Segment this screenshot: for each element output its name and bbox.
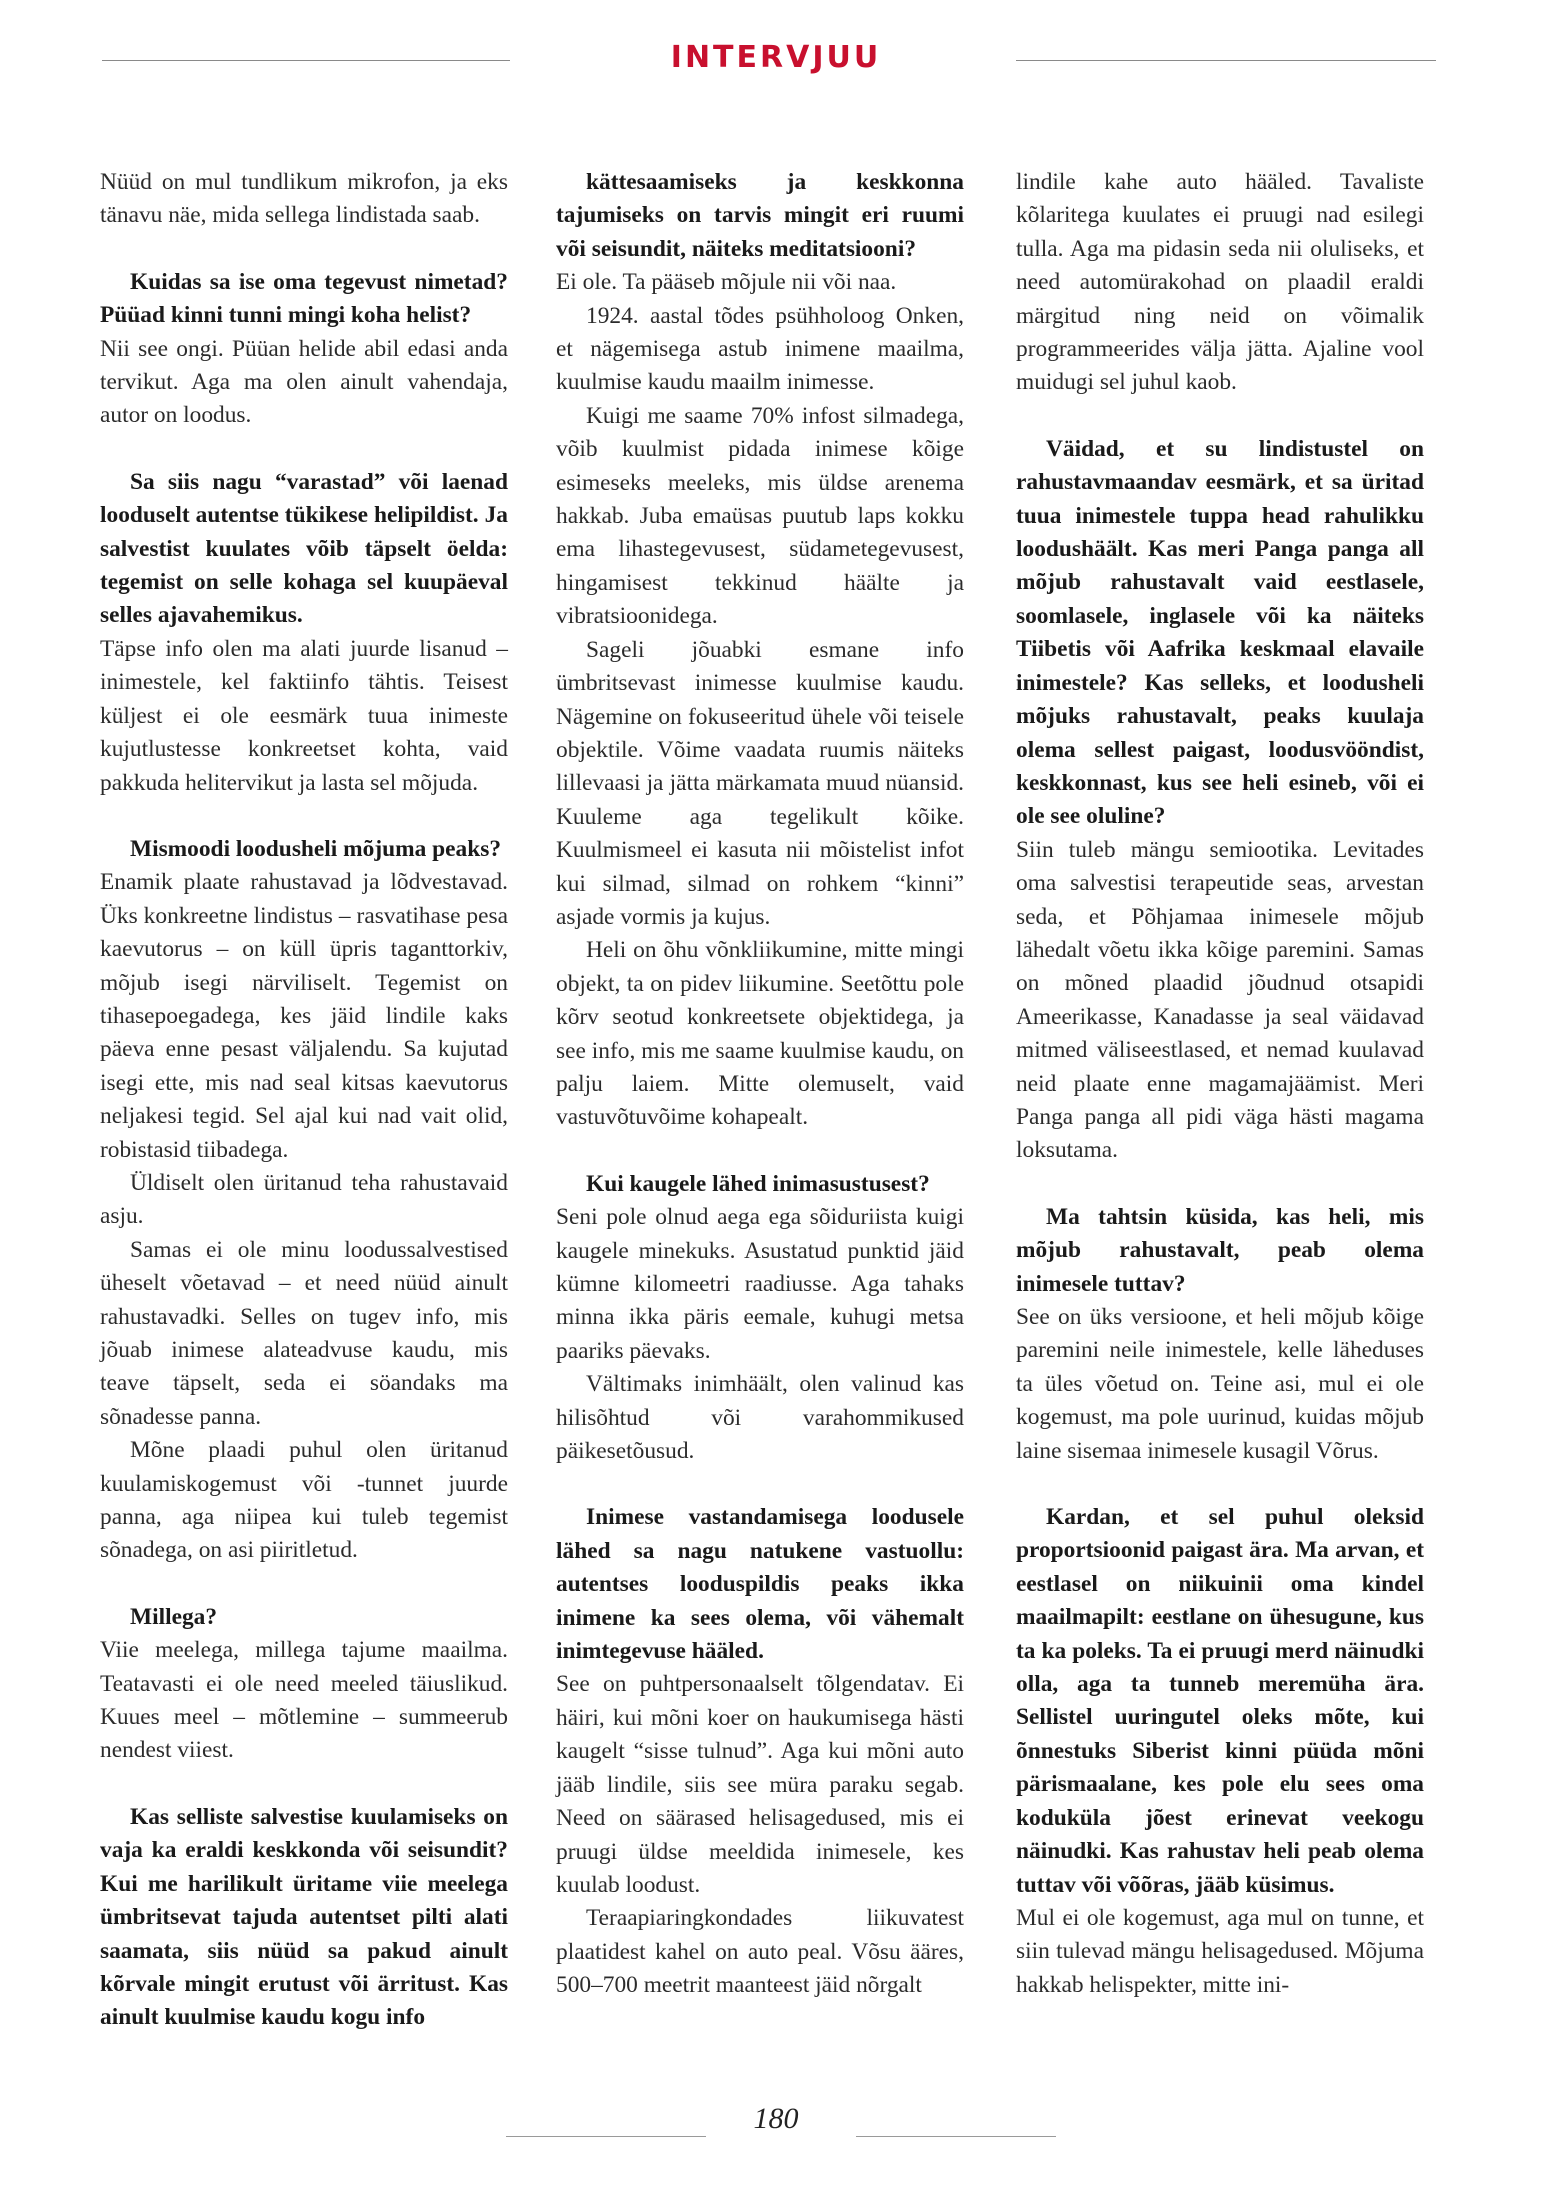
interview-question: Kui kaugele lähed inimasustusest? (586, 1170, 930, 1197)
footer-rule-right (856, 2136, 1056, 2137)
interview-question: Väidad, et su lindistustel on rahustavmaandav eesmärk, et sa üritad tuua inimestele tuppa head rahulikku loodushäält. Kas meri Panga panga all mõjub rahustavalt vaid eestlasele, soomlasele, inglasele või ka näiteks Tiibetis või Aafrika keskmaal elavaile inimestele? Kas selleks, et loodusheli mõjuks rahustavalt, peaks kuulaja olema sellest paigast, loodusvööndist, keskkonnast, kus see heli esineb, või ei ole see oluline? (1016, 435, 1424, 830)
header-rule-right (1016, 60, 1436, 61)
interview-question: Sa siis nagu “varastad” või laenad looduselt autentse tükikese helipildist. Ja salvestist kuulates võib täpselt öelda: tegemist on selle kohaga sel kuupäeval selles ajavahemikus. (100, 468, 508, 629)
answer-paragraph: Sageli jõuabki esmane info ümbritsevast inimesse kuulmise kaudu. Nägemine on fokuseeritud ühele või teisele objektile. Võime vaadata ruumis näiteks lillevaasi ja jätta märkamata muud nüansid. Kuuleme aga tegelikult kõike. Kuulmismeel ei kasuta nii mõistelist infot kui silmad, silmad on rohkem “kinni” asjade vormis ja kujus. (556, 636, 964, 930)
interview-question: kättesaamiseks ja keskkonna tajumiseks on tarvis mingit eri ruumi või seisundit, näiteks meditatsiooni? (556, 169, 964, 262)
interview-question: Kas selliste salvestise kuulamiseks on vaja ka eraldi keskkonda või seisundit? Kui me harilikult üritame viie meelega ümbritsevat tajuda autentset pilti alati saamata, siis nüüd sa pakud ainult kõrvale mingit erutust või ärritust. Kas ainult kuulmise kaudu kogu info (100, 1803, 508, 2031)
answer-paragraph: Nüüd on mul tundlikum mikrofon, ja eks tänavu näe, mida sellega lindistada saab. (100, 169, 508, 229)
interview-question: Mismoodi loodusheli mõjuma peaks? (130, 835, 502, 862)
interview-question: Kuidas sa ise oma tegevust nimetad? Püüad kinni tunni mingi koha helist? (100, 268, 508, 329)
answer-paragraph: Samas ei ole minu loodussalvestised üheselt võetavad – et need nüüd ainult rahustavadki. Selles on tugev info, mis jõuab inimese alateadvuse kaudu, mis teave täpselt, seda ei söandaks ma sõnadesse panna. (100, 1236, 508, 1430)
answer-paragraph: lindile kahe auto hääled. Tavaliste kõlaritega kuulates ei pruugi nad esilegi tulla. Aga ma pidasin seda nii oluliseks, et need automürakohad on plaadil eraldi märgitud ning neid on võimalik programmeerides välja jätta. Ajaline vool muidugi sel juhul kaob. (1016, 169, 1424, 396)
answer-paragraph: See on üks versioone, et heli mõjub kõige paremini neile inimestele, kelle läheduses ta üles võetud on. Teine asi, mul ei ole kogemust, ma pole uurinud, kuidas mõjub laine sisemaa inimesele kusagil Võrus. (1016, 1304, 1424, 1464)
answer-paragraph: Mõne plaadi puhul olen üritanud kuulamiskogemust või -tunnet juurde panna, aga niipea kui tuleb tegemist sõnadega, on asi piiritletud. (100, 1437, 508, 1564)
answer-paragraph: Täpse info olen ma alati juurde lisanud – inimestele, kel faktiinfo tähtis. Teisest küljest ei ole eesmärk tuua inimeste kujutlustesse konkreetset kohta, vaid pakkuda helitervikut ja lasta sel mõjuda. (100, 635, 508, 796)
answer-paragraph: Enamik plaate rahustavad ja lõdvestavad. Üks konkreetne lindistus – rasvatihase pesa kaevutorus – on küll üpris taganttorkiv, mõjub isegi närviliselt. Tegemist on tihasepoegadega, kes jäid lindile kaks päeva enne pesast väljalendu. Sa kujutad isegi ette, mis nad seal kitsas kaevutorus neljakesi tegid. Sel ajal kui nad vait olid, robistasid tiibadega. (100, 869, 508, 1163)
answer-paragraph: Seni pole olnud aega ega sõiduriista kuigi kaugele minekuks. Asustatud punktid jäid kümne kilomeetri raadiusse. Aga tahaks minna ikka päris eemale, kuhugi metsa paariks päevaks. (556, 1204, 964, 1364)
interview-question: Kardan, et sel puhul oleksid proportsioonid paigast ära. Ma arvan, et eestlasel on niikuinii oma kindel maailmapilt: eestlane on ühesugune, kus ta ka poleks. Ta ei pruugi merd näinudki olla, aga ta tunneb meremüha ära. Sellistel uuringutel oleks mõte, kui õnnestuks Siberist kinni püüda mõni pärismaalane, kes pole elu sees oma koduküla jõest erinevat veekogu näinudki. Kas rahustav heli peab olema tuttav või võõras, jääb küsimus. (1016, 1504, 1424, 1898)
answer-paragraph: See on puhtpersonaalselt tõlgendatav. Ei häiri, kui mõni koer on haukumisega hästi kaugelt “sisse tulnud”. Aga kui mõni auto jääb lindile, siis see müra paraku segab. Need on säärased helisagedused, mis ei pruugi üldse meeldida inimesele, kes kuulab loodust. (556, 1671, 964, 1898)
answer-paragraph: Teraapiaringkondades liikuvatest plaatidest kahel on auto peal. Võsu ääres, 500–700 meetrit maanteest jäid nõrgalt (556, 1905, 964, 1999)
answer-paragraph: Heli on õhu võnkliikumine, mitte mingi objekt, ta on pidev liikumine. Seetõttu pole kõrv seotud konkreetsete objektidega, ja see info, mis me saame kuulmise kaudu, on palju laiem. Mitte olemuselt, vaid vastuvõtuvõime kohapealt. (556, 937, 964, 1131)
interview-question: Millega? (130, 1603, 218, 1630)
column-3 (1016, 166, 1424, 2002)
answer-paragraph: Mul ei ole kogemust, aga mul on tunne, et siin tulevad mängu helisagedused. Mõjuma hakkab helispekter, mitte ini- (1016, 1904, 1424, 1998)
column-1 (100, 166, 508, 2035)
section-title: INTERVJUU (670, 40, 882, 75)
answer-paragraph: Vältimaks inimhäält, olen valinud kas hilisõhtud või varahommikused päikesetõusud. (556, 1371, 964, 1465)
answer-paragraph: 1924. aastal tõdes psühholoog Onken, et nägemisega astub inimene maailma, kuulmise kaudu maailm inimesse. (556, 302, 964, 396)
answer-paragraph: Ei ole. Ta pääseb mõjule nii või naa. (556, 269, 897, 296)
interview-question: Ma tahtsin küsida, kas heli, mis mõjub rahustavalt, peab olema inimesele tuttav? (1016, 1203, 1424, 1297)
answer-paragraph: Kuigi me saame 70% infost silmadega, võib kuulmist pidada inimese kõige esimeseks meeleks, mis üldse arenema hakkab. Juba emaüsas puutub laps kokku ema lihastegevusest, südametegevusest, hingamisest tekkinud häälte ja vibratsioonidega. (556, 402, 964, 630)
column-2 (556, 166, 964, 2003)
answer-paragraph: Nii see ongi. Püüan helide abil edasi anda tervikut. Aga ma olen ainult vahendaja, autor on loodus. (100, 335, 508, 429)
interview-question: Inimese vastandamisega loodusele lähed sa nagu natukene vastuollu: autentses looduspildis peaks ikka inimene ka sees olema, või vähemalt inimtegevuse hääled. (556, 1504, 964, 1665)
answer-paragraph: Viie meelega, millega tajume maailma. Teatavasti ei ole need meeled täiuslikud. Kuues meel – mõtlemine – summeerub nendest viiest. (100, 1637, 508, 1764)
answer-paragraph: Üldiselt olen üritanud teha rahustavaid asju. (100, 1169, 508, 1230)
page-number: 180 (753, 2102, 799, 2135)
answer-paragraph: Siin tuleb mängu semiootika. Levitades oma salvestisi terapeutide seas, arvestan seda, et Põhjamaa inimesele mõjub lähedalt võetu ikka kõige paremini. Samas on mõned plaadid jõudnud otsapidi Ameerikasse, Kanadasse ja seal väidavad mitmed väliseestlased, et nemad kuulavad neid plaate enne magamajäämist. Meri Panga panga all pidi väga hästi magama loksutama. (1016, 836, 1424, 1164)
footer-rule-left (506, 2136, 706, 2137)
